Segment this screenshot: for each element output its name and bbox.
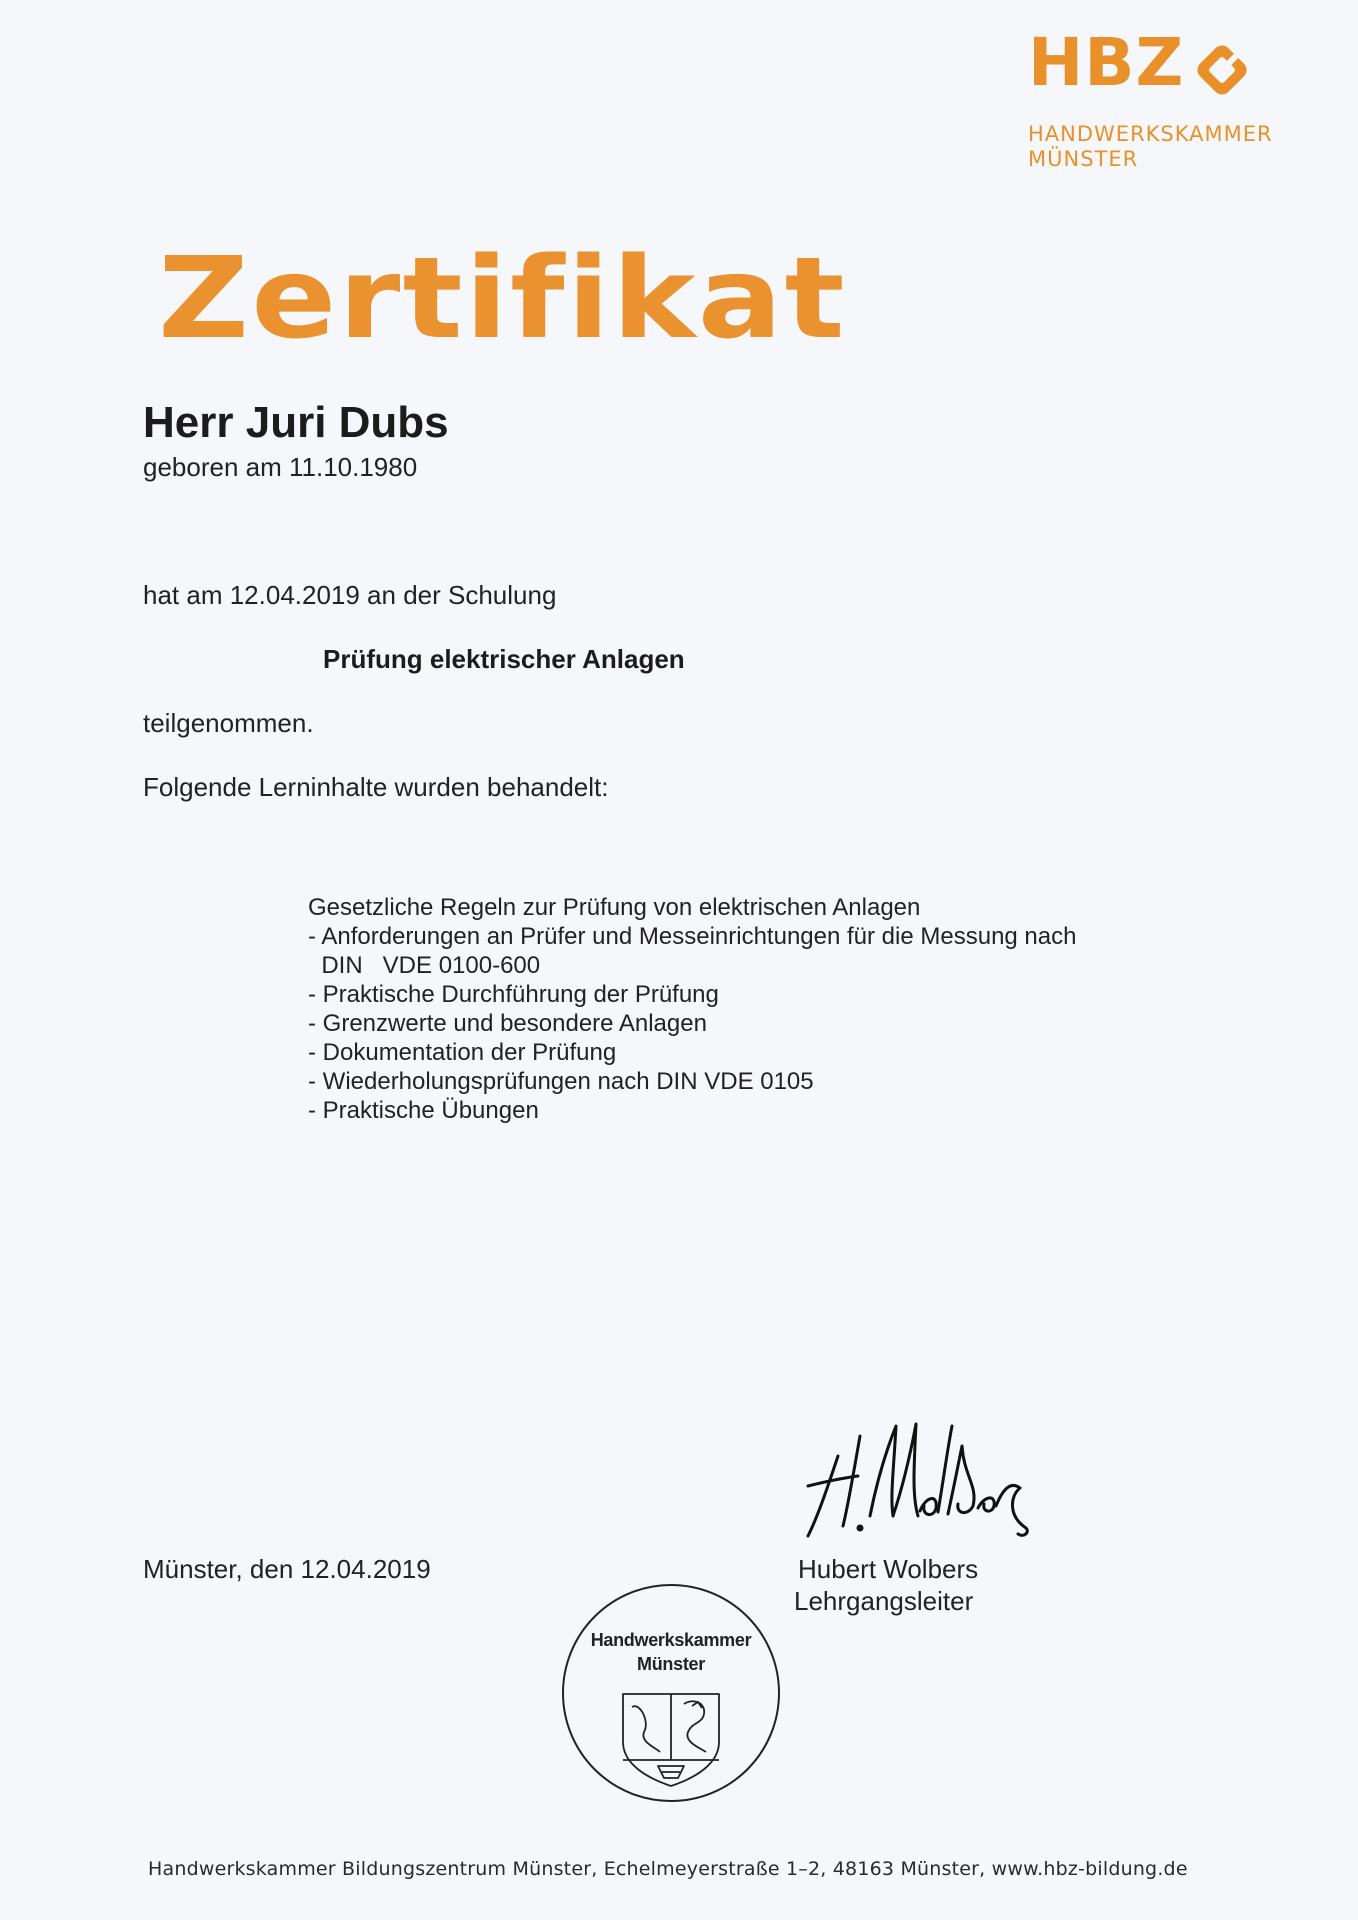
seal-text-line-2: Münster	[637, 1654, 705, 1674]
certificate-title: Zertifikat	[158, 234, 847, 364]
participated-line: teilgenommen.	[143, 708, 314, 738]
topic-item: - Dokumentation der Prüfung	[308, 1039, 617, 1066]
place-and-date: Münster, den 12.04.2019	[143, 1554, 431, 1584]
official-seal	[560, 1582, 782, 1804]
logo-brand: HBZ	[1028, 24, 1185, 101]
topic-item: - Praktische Übungen	[308, 1097, 539, 1124]
topic-item: - Wiederholungsprüfungen nach DIN VDE 0105	[308, 1068, 814, 1095]
seal-text-line-1: Handwerkskammer	[590, 1630, 752, 1650]
birth-date-line: geboren am 11.10.1980	[143, 452, 418, 482]
logo-line-1: HANDWERKSKAMMER	[1028, 122, 1273, 146]
topic-item: DIN VDE 0100-600	[308, 952, 541, 979]
course-title: Prüfung elektrischer Anlagen	[323, 644, 685, 674]
signer-role: Lehrgangsleiter	[794, 1586, 974, 1616]
signer-name: Hubert Wolbers	[798, 1554, 979, 1584]
hbz-logo	[1028, 26, 1328, 172]
logo-line-2: MÜNSTER	[1028, 147, 1139, 171]
attendance-line: hat am 12.04.2019 an der Schulung	[143, 580, 557, 610]
topics-list	[308, 893, 1076, 1125]
logo-mark-icon	[1192, 40, 1252, 100]
topic-item: - Grenzwerte und besondere Anlagen	[308, 1010, 707, 1037]
handwritten-signature	[798, 1416, 1038, 1546]
topic-item: - Anforderungen an Prüfer und Messeinrichtungen für die Messung nach	[308, 923, 1077, 950]
recipient-name: Herr Juri Dubs	[143, 398, 449, 447]
topics-intro: Folgende Lerninhalte wurden behandelt:	[143, 772, 609, 802]
footer-address: Handwerkskammer Bildungszentrum Münster, Echelmeyerstraße 1–2, 48163 Münster, www.hbz-bildung.de	[148, 1858, 1188, 1880]
topic-item: Gesetzliche Regeln zur Prüfung von elektrischen Anlagen	[308, 894, 921, 921]
topic-item: - Praktische Durchführung der Prüfung	[308, 981, 719, 1008]
